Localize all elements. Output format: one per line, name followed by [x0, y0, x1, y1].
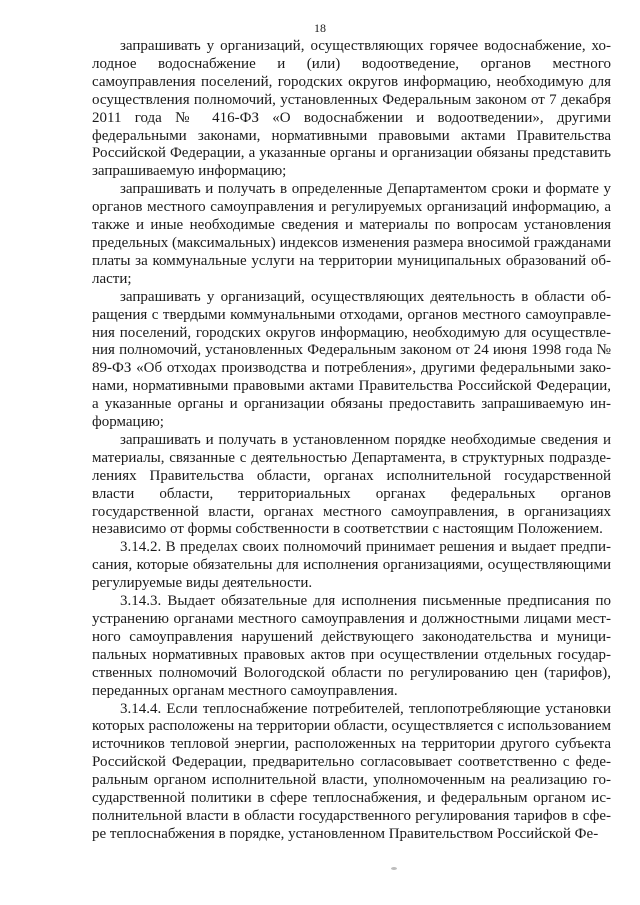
paragraph-request-materials: запрашивать и получать в установленном порядке необходимые сведения и материалы, связанные с деятельностью Департамента, в структурных подразделениях Правительства области, органах исполнительной государственной власти области, территориальных органах федеральных органов государственной власти, органах местного самоуправления, в организациях независимо от формы собственности в соответствии с настоящим Положением. — [92, 431, 611, 538]
page-number: 18 — [314, 21, 326, 35]
paragraph-3-14-4: 3.14.4. Если теплоснабжение потребителей, теплопотребляющие установки которых расположены на территории области, осуществляется с использованием источников тепловой энергии, расположенных на территории другого субъекта Российской Федерации, предварительно согласовывает соответственно с федеральным органом исполнительной власти, уполномоченным на реализацию государственной политики в сфере теплоснабжения, и федеральным органом исполнительной власти в области государственного регулирования тарифов в сфере теплоснабжения в порядке, установленном Правительством Российской Фе- — [92, 700, 611, 842]
paragraph-request-water-info: запрашивать у организаций, осуществляющих горячее водоснабжение, холодное водоснабжение и (или) водоотведение, органов местного самоуправления поселений, городских округов информацию, необходимую для осуществления полномочий, установленных Федеральным законом от 7 декабря 2011 года № 416-ФЗ «О водоснабжении и водоотведении», другими федеральными законами, нормативными правовыми актами Правительства Российской Федерации, а указанные органы и организации обязаны представить запрашиваемую информацию; — [92, 38, 611, 180]
document-body — [92, 38, 611, 844]
paragraph-3-14-2: 3.14.2. В пределах своих полномочий принимает решения и выдает предписания, которые обязательны для исполнения организациями, осуществляющими регулируемые виды деятельности. — [92, 539, 611, 592]
scan-speck — [391, 867, 397, 870]
paragraph-request-waste-info: запрашивать у организаций, осуществляющих деятельность в области обращения с твердыми коммунальными отходами, органов местного самоуправления поселений, городских округов информацию, необходимую для осуществления полномочий, установленных Федеральным законом от 24 июня 1998 года № 89-ФЗ «Об отходах производства и потребления», другими федеральными законами, нормативными правовыми актами Правительства Российской Федерации, а указанные органы и организации обязаны предоставить запрашиваемую информацию; — [92, 288, 611, 431]
paragraph-request-utility-index-info: запрашивать и получать в определенные Департаментом сроки и формате у органов местного самоуправления и регулируемых организаций информацию, а также и иные необходимые сведения и материалы по вопросам установления предельных (максимальных) индексов изменения размера вносимой гражданами платы за коммунальные услуги на территории муниципальных образований области; — [92, 181, 611, 287]
paragraph-3-14-3: 3.14.3. Выдает обязательные для исполнения письменные предписания по устранению органами местного самоуправления и должностными лицами местного самоуправления нарушений действующего законодательства и муниципальных нормативных правовых актов при осуществлении отдельных государственных полномочий Вологодской области по регулированию цен (тарифов), переданных органам местного самоуправления. — [92, 593, 611, 699]
